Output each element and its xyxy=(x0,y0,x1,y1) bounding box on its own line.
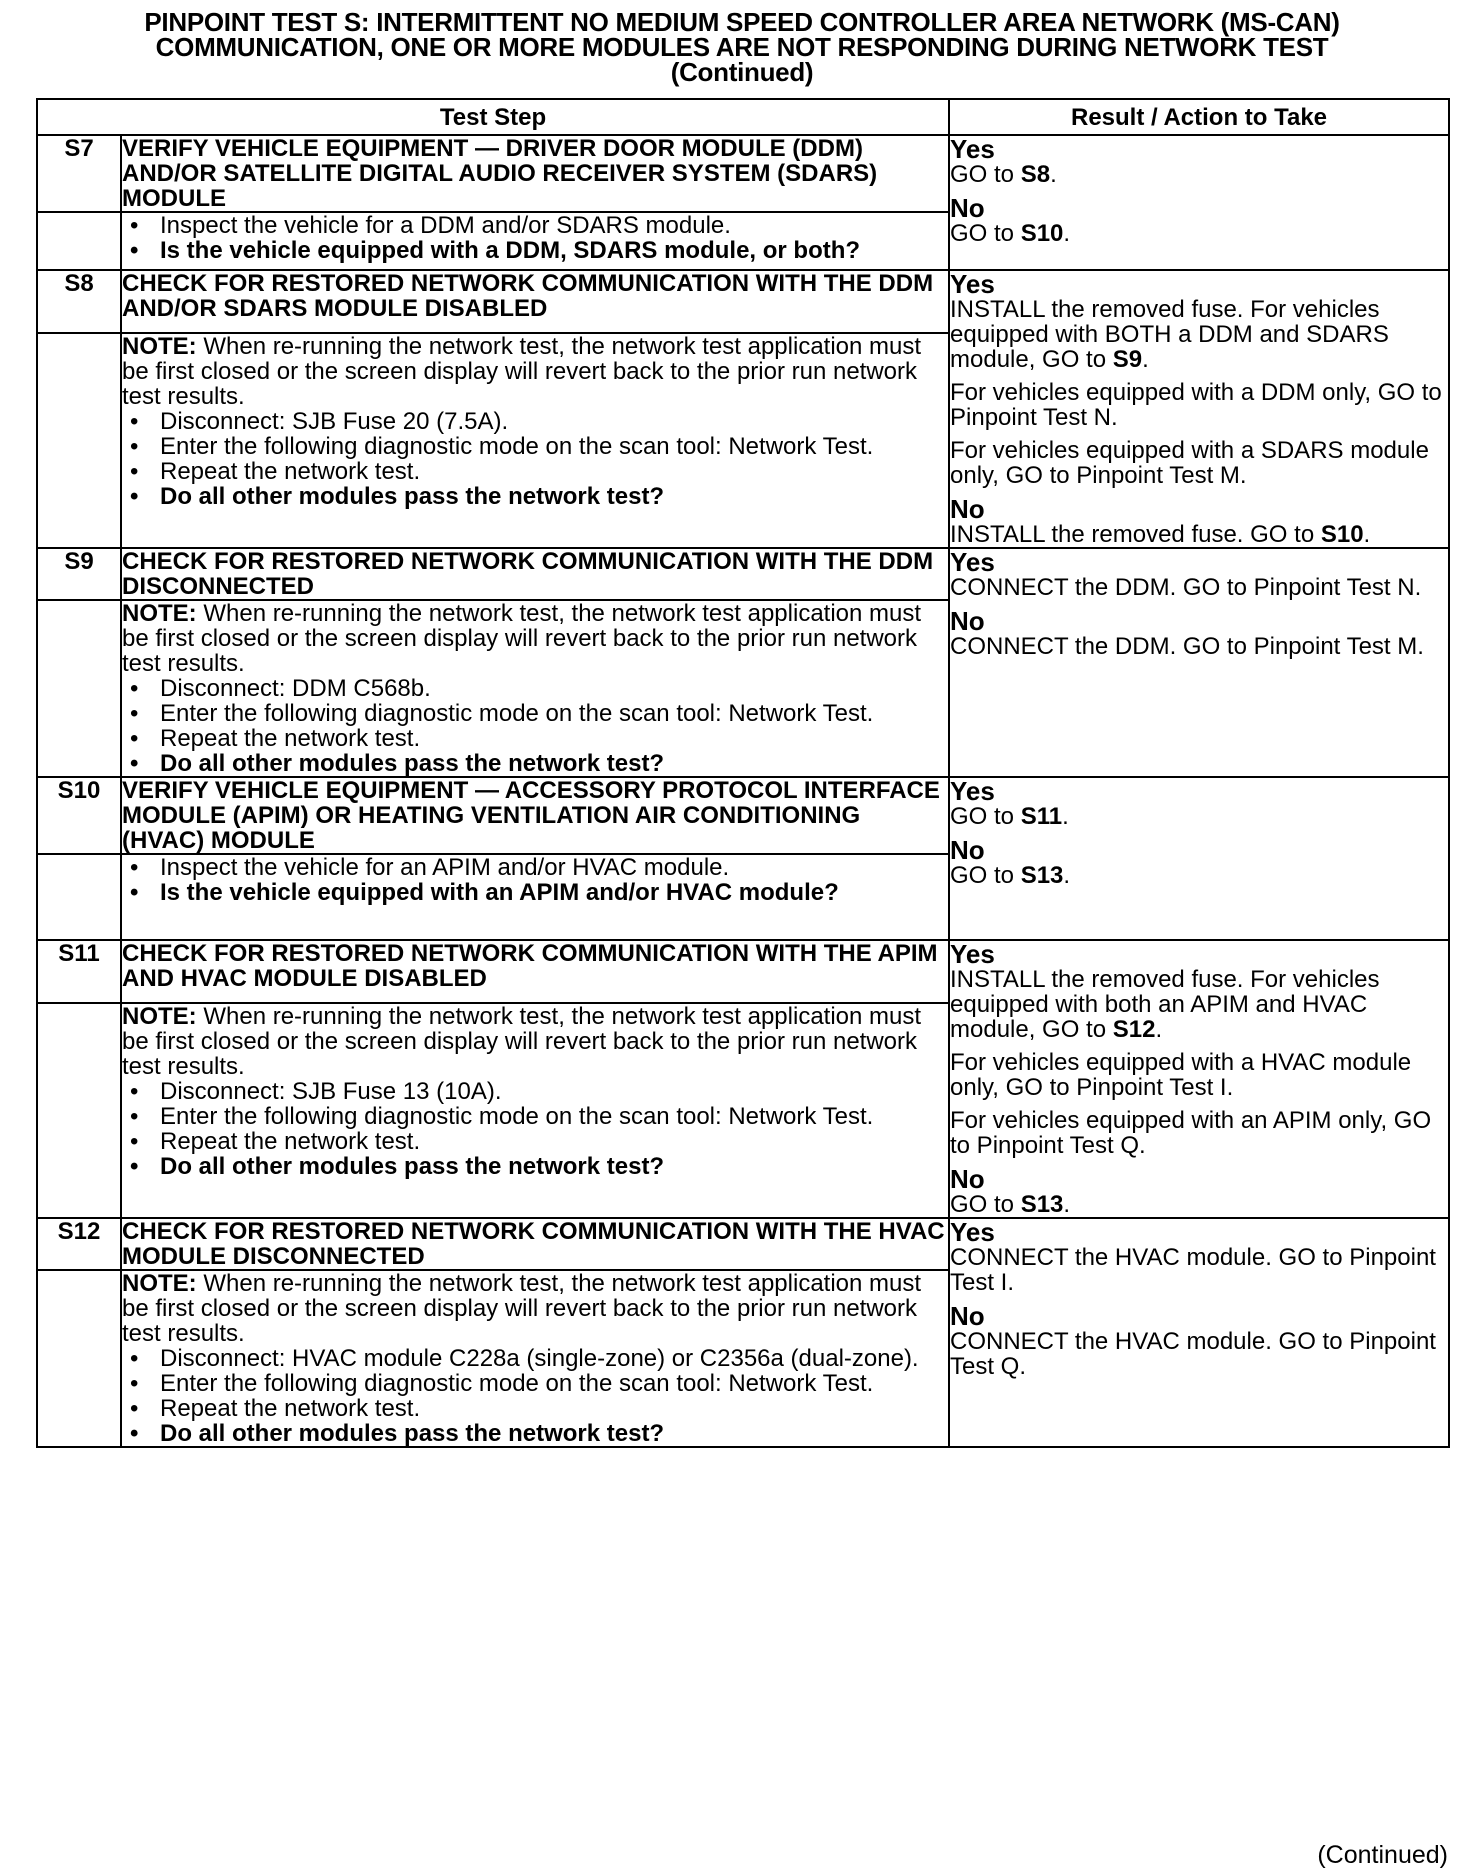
result-extra: For vehicles equipped with a SDARS module only, GO to Pinpoint Test M. xyxy=(950,437,1429,489)
step-result xyxy=(949,1218,1449,1447)
step-reference-link: S11 xyxy=(1020,803,1063,830)
column-header-test-step: Test Step xyxy=(37,99,949,135)
step-s11-heading-row xyxy=(37,940,1449,1003)
no-label: No xyxy=(950,193,985,223)
note-label: NOTE: xyxy=(122,600,197,627)
step-body xyxy=(121,854,949,940)
bullet-item: • Inspect the vehicle for a DDM and/or SDARS module. xyxy=(160,213,948,238)
step-reference-link: S13 xyxy=(1020,862,1064,889)
step-reference-link: S12 xyxy=(1112,1016,1156,1043)
bullet-item: • Repeat the network test. xyxy=(160,459,948,484)
footer-continued: (Continued) xyxy=(1317,1841,1448,1869)
bullet-question: • Is the vehicle equipped with an APIM and/or HVAC module? xyxy=(160,880,948,905)
no-label: No xyxy=(950,1164,985,1194)
result-no: No CONNECT the DDM. GO to Pinpoint Test M. xyxy=(950,608,1448,659)
result-yes: Yes GO to S8. xyxy=(950,136,1448,187)
step-result xyxy=(949,777,1449,940)
note: NOTE: When re-running the network test, the network test application must be first closed or the screen display will revert back to the prior run network test results. xyxy=(122,600,922,677)
bullet-item: • Disconnect: SJB Fuse 13 (10A). xyxy=(160,1079,948,1104)
title-line-2: COMMUNICATION, ONE OR MORE MODULES ARE NOT RESPONDING DURING NETWORK TEST xyxy=(155,32,1329,62)
step-id: S12 xyxy=(37,1218,121,1270)
step-heading: CHECK FOR RESTORED NETWORK COMMUNICATION WITH THE DDM DISCONNECTED xyxy=(121,548,949,600)
result-yes: Yes CONNECT the HVAC module. GO to Pinpoint Test I. xyxy=(950,1219,1448,1295)
result-no: No INSTALL the removed fuse. GO to S10. xyxy=(950,496,1448,547)
step-reference-link: S9 xyxy=(1112,346,1143,373)
result-no: No GO to S13. xyxy=(950,1166,1448,1217)
step-reference-link: S10 xyxy=(1020,220,1064,247)
bullet-question: • Do all other modules pass the network test? xyxy=(160,1154,948,1179)
step-id: S8 xyxy=(37,270,121,333)
bullet-item: • Repeat the network test. xyxy=(160,1396,948,1421)
note: NOTE: When re-running the network test, the network test application must be first closed or the screen display will revert back to the prior run network test results. xyxy=(122,1270,922,1347)
yes-label: Yes xyxy=(950,939,995,969)
step-result xyxy=(949,548,1449,777)
step-body xyxy=(121,600,949,777)
yes-label: Yes xyxy=(950,1217,995,1247)
bullet-item: • Disconnect: DDM C568b. xyxy=(160,676,948,701)
bullet-item: • Repeat the network test. xyxy=(160,726,948,751)
result-yes: Yes CONNECT the DDM. GO to Pinpoint Test N. xyxy=(950,549,1448,600)
step-reference-link: S13 xyxy=(1020,1191,1064,1218)
step-result xyxy=(949,940,1449,1218)
result-no: No CONNECT the HVAC module. GO to Pinpoint Test Q. xyxy=(950,1303,1448,1379)
step-heading: CHECK FOR RESTORED NETWORK COMMUNICATION WITH THE DDM AND/OR SDARS MODULE DISABLED xyxy=(121,270,949,333)
page-title xyxy=(36,7,1448,87)
title-continued: (Continued) xyxy=(670,57,814,87)
column-header-result: Result / Action to Take xyxy=(949,99,1449,135)
bullet-question: • Is the vehicle equipped with a DDM, SDARS module, or both? xyxy=(160,238,948,263)
step-heading: VERIFY VEHICLE EQUIPMENT — DRIVER DOOR MODULE (DDM) AND/OR SATELLITE DIGITAL AUDIO RECEIVER SYSTEM (SDARS) MODULE xyxy=(121,135,949,212)
table-header-row xyxy=(37,99,1449,135)
bullet-item: • Repeat the network test. xyxy=(160,1129,948,1154)
note-label: NOTE: xyxy=(122,1270,197,1297)
bullet-item: • Enter the following diagnostic mode on the scan tool: Network Test. xyxy=(160,434,948,459)
note: NOTE: When re-running the network test, the network test application must be first closed or the screen display will revert back to the prior run network test results. xyxy=(122,1003,922,1081)
step-body xyxy=(121,1270,949,1447)
note: NOTE: When re-running the network test, the network test application must be first closed or the screen display will revert back to the prior run network test results. xyxy=(122,333,922,411)
step-id: S7 xyxy=(37,135,121,212)
yes-label: Yes xyxy=(950,547,995,577)
pinpoint-test-table xyxy=(36,98,1450,1448)
step-s9-heading-row xyxy=(37,548,1449,600)
result-yes: Yes INSTALL the removed fuse. For vehicles equipped with both an APIM and HVAC module, GO to S12. xyxy=(950,941,1448,1042)
step-id: S9 xyxy=(37,548,121,600)
title-line-1: PINPOINT TEST S: INTERMITTENT NO MEDIUM SPEED CONTROLLER AREA NETWORK (MS-CAN) xyxy=(144,7,1340,37)
bullet-item: • Disconnect: HVAC module C228a (single-zone) or C2356a (dual-zone). xyxy=(160,1346,948,1371)
result-extra: For vehicles equipped with a HVAC module only, GO to Pinpoint Test I. xyxy=(950,1049,1412,1101)
step-s12-heading-row xyxy=(37,1218,1449,1270)
step-heading: VERIFY VEHICLE EQUIPMENT — ACCESSORY PROTOCOL INTERFACE MODULE (APIM) OR HEATING VENTILATION AIR CONDITIONING (HVAC) MODULE xyxy=(121,777,949,854)
note-label: NOTE: xyxy=(122,1003,197,1031)
step-result xyxy=(949,135,1449,270)
step-s10-heading-row xyxy=(37,777,1449,854)
bullet-item: • Enter the following diagnostic mode on the scan tool: Network Test. xyxy=(160,1371,948,1396)
bullet-item: • Enter the following diagnostic mode on the scan tool: Network Test. xyxy=(160,701,948,726)
result-no: No GO to S13. xyxy=(950,837,1448,888)
step-s7-heading-row xyxy=(37,135,1449,212)
step-reference-link: S10 xyxy=(1320,521,1364,548)
no-label: No xyxy=(950,1301,985,1331)
result-yes: Yes GO to S11. xyxy=(950,778,1448,829)
no-label: No xyxy=(950,494,985,524)
no-label: No xyxy=(950,835,985,865)
step-heading: CHECK FOR RESTORED NETWORK COMMUNICATION WITH THE APIM AND HVAC MODULE DISABLED xyxy=(121,940,949,1003)
yes-label: Yes xyxy=(950,134,995,164)
bullet-item: • Inspect the vehicle for an APIM and/or HVAC module. xyxy=(160,855,948,880)
step-id: S10 xyxy=(37,777,121,854)
result-extra: For vehicles equipped with an APIM only, GO to Pinpoint Test Q. xyxy=(950,1107,1432,1159)
yes-label: Yes xyxy=(950,269,995,299)
bullet-item: • Enter the following diagnostic mode on the scan tool: Network Test. xyxy=(160,1104,948,1129)
step-reference-link: S8 xyxy=(1020,161,1051,188)
yes-label: Yes xyxy=(950,776,995,806)
step-heading: CHECK FOR RESTORED NETWORK COMMUNICATION WITH THE HVAC MODULE DISCONNECTED xyxy=(121,1218,949,1270)
result-no: No GO to S10. xyxy=(950,195,1448,246)
step-body xyxy=(121,1003,949,1218)
bullet-item: • Disconnect: SJB Fuse 20 (7.5A). xyxy=(160,409,948,434)
result-yes: Yes INSTALL the removed fuse. For vehicles equipped with BOTH a DDM and SDARS module, GO to S9. xyxy=(950,271,1448,372)
bullet-question: • Do all other modules pass the network test? xyxy=(160,751,948,776)
bullet-question: • Do all other modules pass the network test? xyxy=(160,484,948,509)
step-id: S11 xyxy=(37,940,121,1003)
no-label: No xyxy=(950,606,985,636)
step-body xyxy=(121,212,949,270)
step-body xyxy=(121,333,949,548)
step-s8-heading-row xyxy=(37,270,1449,333)
result-extra: For vehicles equipped with a DDM only, GO to Pinpoint Test N. xyxy=(950,379,1442,431)
bullet-question: • Do all other modules pass the network test? xyxy=(160,1421,948,1446)
note-label: NOTE: xyxy=(122,333,197,361)
step-result xyxy=(949,270,1449,548)
